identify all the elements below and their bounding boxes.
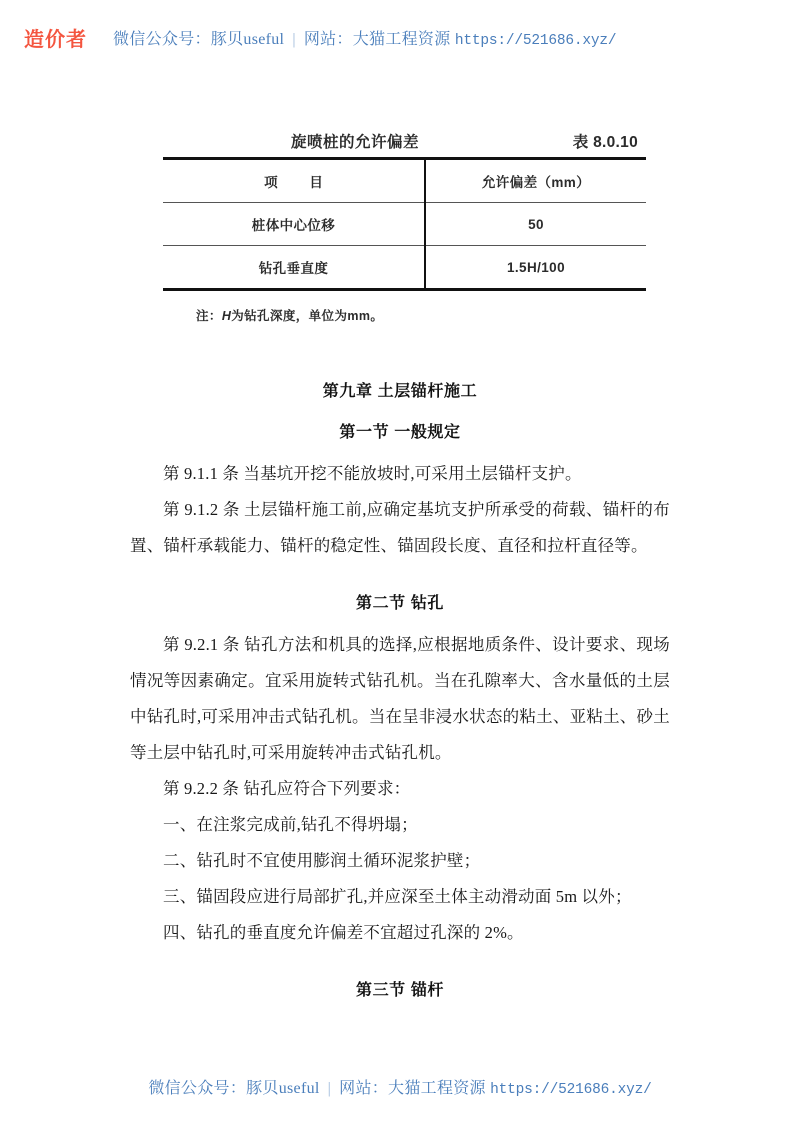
watermark-separator: |	[292, 30, 296, 48]
footer-watermark	[0, 1075, 800, 1098]
list-item: 三、锚固段应进行局部扩孔,并应深至土体主动滑动面 5m 以外；	[163, 887, 632, 906]
site-label: 网站：大猫工程资源	[339, 1080, 486, 1097]
list-item: 四、钻孔的垂直度允许偏差不宜超过孔深的 2%。	[163, 923, 524, 942]
table-caption-number: 表 8.0.10	[572, 134, 638, 151]
wechat-label: 微信公众号：豚贝useful	[148, 1080, 320, 1097]
table-row	[163, 203, 646, 246]
table-note	[196, 306, 383, 324]
brand-logo: 造价者	[24, 28, 87, 51]
table-header-row	[163, 159, 646, 203]
site-url[interactable]: https://521686.xyz/	[454, 32, 617, 49]
tolerance-table	[163, 157, 646, 291]
section-heading-three: 第三节 锚杆	[355, 982, 445, 999]
table-caption	[163, 130, 640, 157]
table-header-tolerance: 允许偏差（mm）	[481, 175, 591, 190]
paragraph-9-2-2: 第 9.2.2 条 钻孔应符合下列要求：	[163, 779, 411, 798]
table-row	[163, 246, 646, 290]
paragraph-9-2-1: 第 9.2.1 条 钻孔方法和机具的选择,应根据地质条件、设计要求、现场情况等因素确定。宜采用旋转式钻孔机。当在孔隙率大、含水量低的土层中钻孔时,可采用冲击式钻孔机。当在呈非浸水状态的粘土、亚粘土、砂土等土层中钻孔时,可采用旋转冲击式钻孔机。	[130, 635, 670, 762]
table-header-item-label: 项 目	[264, 175, 337, 190]
table-cell-tolerance: 1.5H/100	[507, 259, 565, 275]
header-watermark-text	[113, 26, 616, 49]
list-item: 二、钻孔时不宜使用膨润土循环泥浆护壁；	[163, 851, 481, 870]
table-header-item	[163, 159, 425, 203]
watermark-separator: |	[327, 1080, 332, 1097]
footer-watermark-text	[148, 1075, 651, 1098]
table-cell-item: 钻孔垂直度	[163, 246, 425, 290]
site-label: 网站：大猫工程资源	[303, 30, 451, 48]
table-note-prefix: 注：	[196, 309, 222, 323]
paragraph-9-1-2: 第 9.1.2 条 土层锚杆施工前,应确定基坑支护所承受的荷载、锚杆的布置、锚杆承载能力、锚杆的稳定性、锚固段长度、直径和拉杆直径等。	[130, 500, 670, 555]
section-heading-two: 第二节 钻孔	[355, 595, 445, 612]
table-note-body: 为钻孔深度，单位为mm。	[231, 309, 384, 323]
spacer	[130, 951, 670, 977]
chapter-title: 第九章 土层锚杆施工	[322, 383, 478, 400]
paragraph-9-1-1: 第 9.1.1 条 当基坑开挖不能放坡时,可采用土层锚杆支护。	[163, 464, 582, 483]
header-watermark	[0, 20, 800, 54]
table-caption-title: 旋喷桩的允许偏差	[291, 134, 420, 151]
wechat-label: 微信公众号：豚贝useful	[113, 30, 285, 48]
table-cell-item: 桩体中心位移	[163, 203, 425, 246]
table-note-symbol: H	[221, 309, 232, 323]
spacer	[130, 564, 670, 590]
table-cell-tolerance: 50	[528, 216, 544, 232]
site-url[interactable]: https://521686.xyz/	[490, 1082, 652, 1098]
document-body	[130, 378, 670, 1014]
tolerance-table-block	[163, 130, 640, 291]
section-heading-one: 第一节 一般规定	[339, 424, 461, 441]
list-item: 一、在注浆完成前,钻孔不得坍塌；	[163, 815, 418, 834]
